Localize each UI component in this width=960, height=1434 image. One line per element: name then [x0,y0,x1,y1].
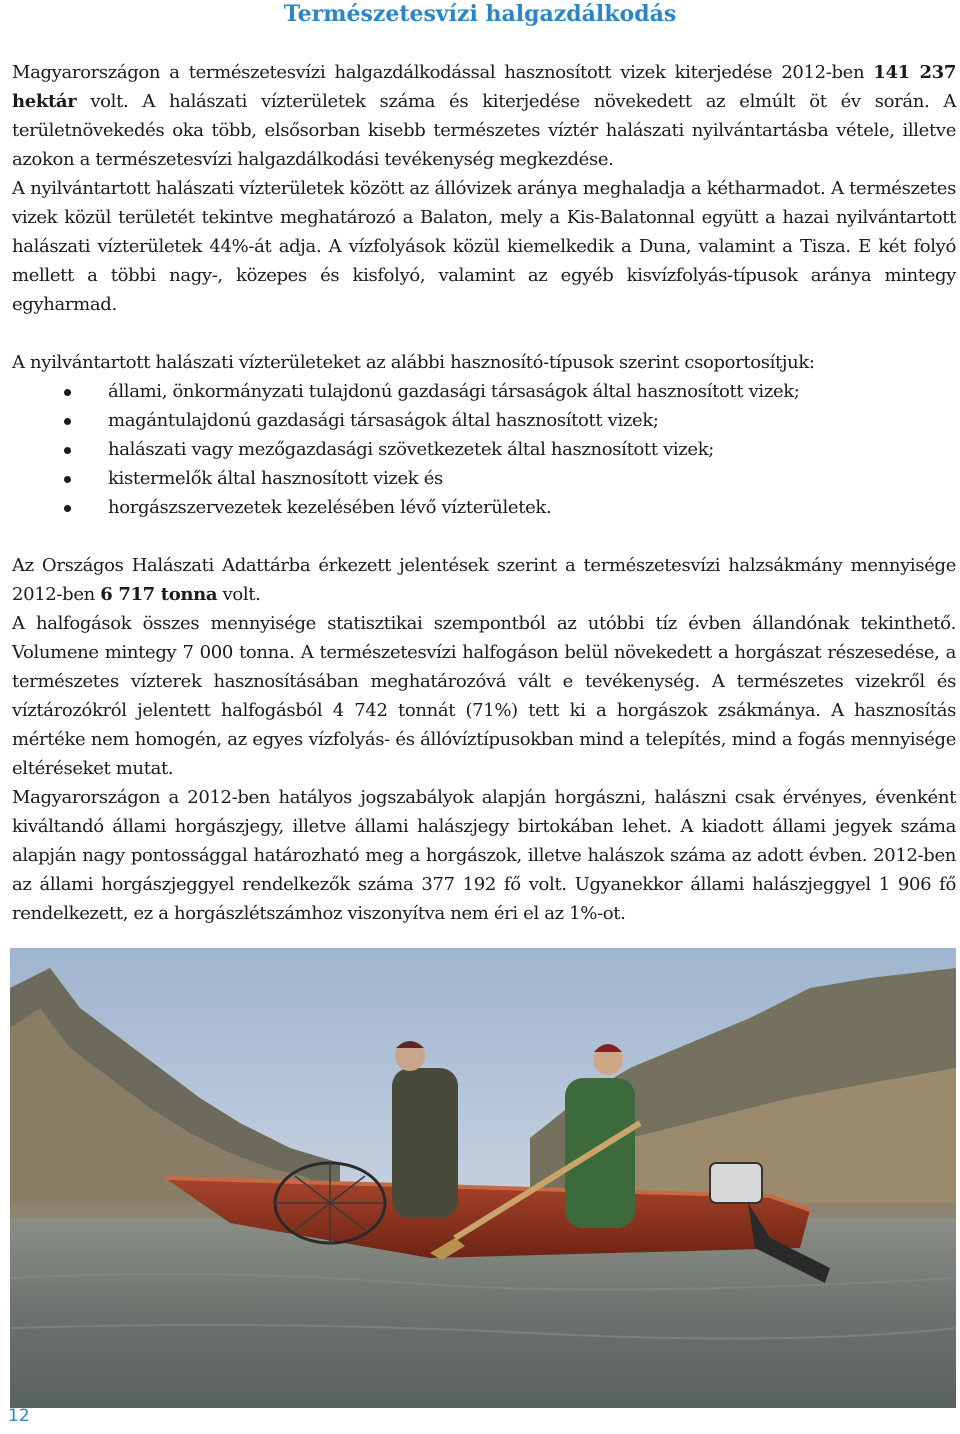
fishermen-boat-photo [10,948,956,1408]
user-type-list [12,377,956,522]
list-item: halászati vagy mezőgazdasági szövetkezetek által hasznosított vizek; [12,435,956,464]
body-text [12,58,956,928]
paragraph-water-types: A nyilvántartott halászati vízterületek között az állóvizek aránya meghaladja a kétharmadot. A természetes vizek közül területét tekintve meghatározó a Balaton, mely a Kis-Balatonnal együtt a hazai nyilvántartott halászati vízterületek 44%-át adja. A vízfolyások közül kiemelkedik a Duna, valamint a Tisza. E két folyó mellett a többi nagy-, közepes és kisfolyó, valamint az egyéb kisvízfolyás-típusok aránya mintegy egyharmad. [12,178,956,315]
paragraph-licenses: Magyarországon a 2012-ben hatályos jogszabályok alapján horgászni, halászni csak érvényes, évenként kiváltandó állami horgászjegy, illetve állami halászjegy birtokában lehet. A kiadott állami jegyek száma alapján nagy pontossággal határozható meg a horgászok, illetve halászok száma az adott évben. 2012-ben az állami horgászjeggyel rendelkezők száma 377 192 fő volt. Ugyanekkor állami halászjeggyel 1 906 fő rendelkezett, ez a horgászlétszámhoz viszonyítva nem éri el az 1%-ot. [12,787,956,924]
list-item: horgászszervezetek kezelésében lévő vízterületek. [12,493,956,522]
list-item: magántulajdonú gazdasági társaságok által hasznosított vizek; [12,406,956,435]
paragraph-catch-trend: A halfogások összes mennyisége statisztikai szempontból az utóbbi tíz évben állandónak tekinthető. Volumene mintegy 7 000 tonna. A természetesvízi halfogáson belül növekedett a horgászat részesedése, a természetes vízterek hasznosításában meghatározóvá vált e tevékenység. A természetes vizekről és víztározókról jelentett halfogásból 4 742 tonnát (71%) tett ki a horgászok zsákmánya. A hasznosítás mértéke nem homogén, az egyes vízfolyás- és állóvíztípusokban mind a telepítés, mind a fogás mennyisége eltéréseket mutat. [12,613,956,779]
page-title: Természetesvízi halgazdálkodás [283,1,677,27]
bullet-icon [64,389,71,396]
paragraph-list-intro: A nyilvántartott halászati vízterületeket az alábbi hasznosító-típusok szerint csoportosítjuk: [12,352,815,373]
list-item: állami, önkormányzati tulajdonú gazdasági társaságok által hasznosított vizek; [12,377,956,406]
paragraph-catch-total: Az Országos Halászati Adattárba érkezett jelentések szerint a természetesvízi halzsákmány mennyisége 2012-ben 6 717 tonna volt. [12,555,956,605]
bullet-icon [64,418,71,425]
paragraph-extent: Magyarországon a természetesvízi halgazdálkodással hasznosított vizek kiterjedése 2012-ben 141 237 hektár volt. A halászati vízterületek száma és kiterjedése növekedett az elmúlt öt év során. A területnövekedés oka több, elsősorban kisebb természetes víztér halászati nyilvántartásba vétele, illetve azokon a természetesvízi halgazdálkodási tevékenység megkezdése. [12,62,956,170]
bold-area-value: 141 237 hektár [12,62,956,112]
list-item: kistermelők által hasznosított vizek és [12,464,956,493]
bold-catch-value: 6 717 tonna [100,584,218,605]
bullet-icon [64,505,71,512]
bullet-icon [64,476,71,483]
bullet-icon [64,447,71,454]
page-number: 12 [8,1406,30,1426]
